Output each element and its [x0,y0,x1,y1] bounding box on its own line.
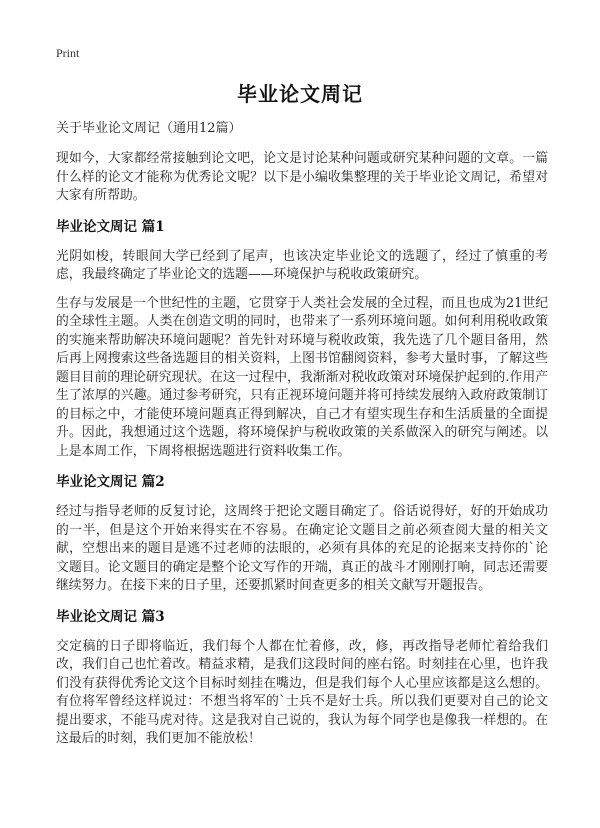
article-subtitle: 关于毕业论文周记（通用12篇） [56,121,242,136]
section-heading-3: 毕业论文周记 篇3 [56,608,165,625]
section-heading-2: 毕业论文周记 篇2 [56,474,165,490]
section-2-paragraph-1: 经过与指导老师的反复讨论，这周终于把论文题目确定了。俗话说得好，好的开始成功的一半，但是这个开始来得实在不容易。在确定论文题目之前必须查阅大量的相关文献，空想出来的题目是逃不过老师的法眼的，必须有具体的充足的论据来支持你的`论文题目。论文题目的确定是整个论文写作的开端，真正的战斗才刚刚打响，同志还需要继续努力。在接下来的日子里，还要抓紧时间查更多的相关文献写开题报告。 [56,504,548,593]
intro-paragraph: 现如今，大家都经常接触到论文吧，论文是讨论某种问题或研究某种问题的文章。一篇什么样的论文才能称为优秀论文呢？以下是小编收集整理的关于毕业论文周记，希望对大家有所帮助。 [56,151,548,203]
page-title: 毕业论文周记 [237,82,363,106]
section-1-paragraph-2: 生存与发展是一个世纪性的主题，它贯穿于人类社会发展的全过程，而且也成为21世纪的全球性主题。人类在创造文明的同时，也带来了一系列环境问题。如何利用税收政策的实施来帮助解决环境问题呢？首先针对环境与税收政策，我先选了几个题目备用，然后再上网搜索这些备选题目的相关资料，上图书馆翻阅资料，参考大量时事，了解这些题目目前的理论研究现状。在这一过程中，我渐渐对税收政策对环境保护起到的.作用产生了浓厚的兴趣。通过参考研究，只有正视环境问题并将可持续发展纳入政府政策制订的目标之中，才能使环境问题真正得到解决，自己才有望实现生存和生活质量的全面提升。因此，我想通过这个选题，将环境保护与税收政策的关系做深入的研究与阐述。以上是本周工作，下周将根据选题进行资料收集工作。 [56,295,548,459]
print-link[interactable]: Print [56,46,80,60]
section-1-paragraph-1: 光阴如梭，转眼间大学已经到了尾声，也该决定毕业论文的选题了，经过了慎重的考虑，我最终确定了毕业论文的选题——环境保护与税收政策研究。 [56,248,548,282]
article-body [56,120,548,759]
section-3-paragraph-1: 交定稿的日子即将临近，我们每个人都在忙着修，改，修，再改指导老师忙着给我们改，我们自己也忙着改。精益求精，是我们这段时间的座右铭。时刻挂在心里，也许我们没有获得优秀论文这个目标时刻挂在嘴边，但是我们每个人心里应该都是这么想的。有位将军曾经这样说过：不想当将军的`士兵不是好士兵。所以我们更要对自己的论文提出要求，不能马虎对待。这是我对自己说的，我认为每个同学也是像我一样想的。在这最后的时刻，我们更加不能放松！ [56,638,548,746]
section-heading-1: 毕业论文周记 篇1 [56,218,165,235]
